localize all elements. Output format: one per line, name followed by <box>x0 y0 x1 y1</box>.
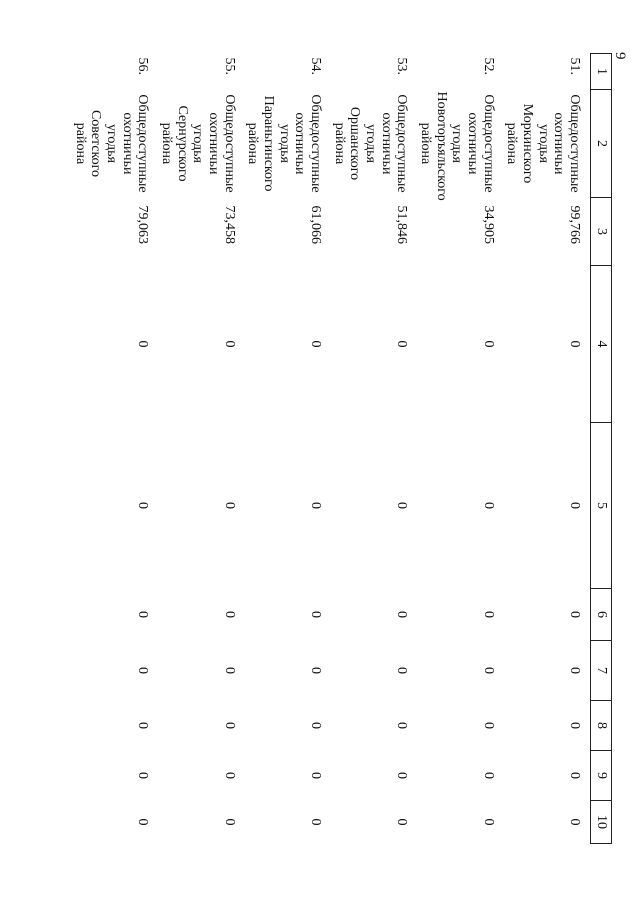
table-row <box>245 54 331 844</box>
table-cell: 0 <box>567 772 582 779</box>
table-cell: 0 <box>135 340 151 348</box>
row-number: 53. <box>394 57 410 75</box>
table-cell: 0 <box>221 611 237 618</box>
table-cell: 0 <box>567 502 582 509</box>
column-header: 6 <box>591 589 612 641</box>
column-header: 9 <box>591 751 612 801</box>
table-cell: 0 <box>307 818 323 826</box>
table-cell: 0 <box>307 722 323 729</box>
table-row <box>72 54 158 844</box>
table-cell: 0 <box>480 502 496 509</box>
table-cell: 0 <box>307 772 323 779</box>
hunting-ground-name: Общедоступные охотничьи угодья Советского района <box>72 94 151 193</box>
column-header: 8 <box>591 701 612 751</box>
table-cell: 0 <box>567 340 582 348</box>
table-cell: 0 <box>394 772 410 779</box>
table-cell: 0 <box>135 667 151 674</box>
row-number: 52. <box>480 57 496 75</box>
table-cell: 0 <box>307 340 323 348</box>
hunting-grounds-table <box>72 53 612 844</box>
column-header: 5 <box>591 423 612 589</box>
table-cell: 99,766 <box>567 205 582 244</box>
table-cell: 0 <box>307 502 323 509</box>
row-number: 56. <box>135 57 151 75</box>
table-cell: 0 <box>221 722 237 729</box>
table-cell: 0 <box>567 722 582 729</box>
table-cell: 0 <box>221 502 237 509</box>
table-cell: 0 <box>135 611 151 618</box>
table-cell: 0 <box>135 502 151 509</box>
page-number: 9 <box>612 52 628 60</box>
table-cell: 0 <box>480 611 496 618</box>
table-cell: 0 <box>394 818 410 826</box>
table-cell: 0 <box>480 772 496 779</box>
table-cell: 0 <box>307 611 323 618</box>
hunting-ground-name: Общедоступные охотничьи угодья Оршанского района <box>331 94 410 193</box>
table-cell: 0 <box>221 772 237 779</box>
hunting-ground-name: Общедоступные охотничьи угодья Сернурского района <box>158 94 237 193</box>
table-row <box>504 54 591 844</box>
table-cell: 0 <box>307 667 323 674</box>
table-cell: 0 <box>394 722 410 729</box>
table-cell: 0 <box>480 340 496 348</box>
table-cell: 0 <box>394 502 410 509</box>
hunting-ground-name: Общедоступные охотничьи угодья Новоторъяльского района <box>417 91 496 201</box>
column-header: 1 <box>591 54 612 90</box>
table-cell: 0 <box>221 818 237 826</box>
table-cell: 34,905 <box>480 205 496 244</box>
table-cell: 73,458 <box>221 205 237 244</box>
table-cell: 0 <box>567 818 582 826</box>
hunting-ground-name: Общедоступные охотничьи угодья Моркинского района <box>504 94 582 193</box>
table-cell: 61,066 <box>307 205 323 244</box>
column-header: 4 <box>591 266 612 423</box>
table-cell: 0 <box>221 340 237 348</box>
table-row <box>331 54 417 844</box>
table-cell: 79,063 <box>135 205 151 244</box>
table-cell: 0 <box>480 667 496 674</box>
table-row <box>158 54 244 844</box>
table-cell: 0 <box>221 667 237 674</box>
column-header: 2 <box>591 90 612 198</box>
table-cell: 0 <box>394 340 410 348</box>
row-number: 54. <box>307 57 323 75</box>
hunting-ground-name: Общедоступные охотничьи угодья Параньгинского района <box>245 94 323 193</box>
column-header: 3 <box>591 198 612 266</box>
row-number: 55. <box>221 57 237 75</box>
table-cell: 0 <box>135 818 151 826</box>
table-cell: 0 <box>480 722 496 729</box>
column-header: 7 <box>591 641 612 701</box>
table-row <box>417 54 503 844</box>
row-number: 51. <box>567 57 582 75</box>
table-cell: 0 <box>394 611 410 618</box>
table-cell: 0 <box>135 722 151 729</box>
header-row <box>591 54 612 844</box>
table-cell: 0 <box>480 818 496 826</box>
table-cell: 0 <box>567 611 582 618</box>
table-cell: 0 <box>567 667 582 674</box>
table-cell: 0 <box>394 667 410 674</box>
table-cell: 51,846 <box>394 205 410 244</box>
column-header: 10 <box>591 801 612 844</box>
table-cell: 0 <box>135 772 151 779</box>
